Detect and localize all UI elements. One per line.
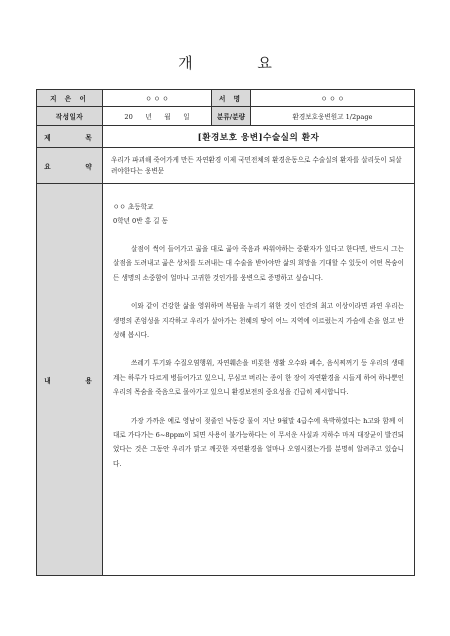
author-row bbox=[37, 90, 415, 107]
summary-form-table bbox=[36, 89, 415, 576]
paragraph: 살점이 썩어 들어가고 곪을 대로 곪아 죽음과 싸워야하는 중환자가 있다고 한다면, 반드시 그는 살점을 도려내고 곪은 상처를 도려내는 대 수술을 받아야만 삶의 희망을 기대할 수 있듯이 어떤 목숨이든 생명의 소중함이 얼마나 고귀한 것인가를 웅변으로 증명하고 싶습니다. bbox=[113, 245, 404, 282]
summary-value: 우리가 파괴해 죽어가게 만든 자연환경 이제 국민전체의 환경운동으로 수술실의 환자를 살리듯이 되살려야한다는 웅변문 bbox=[103, 148, 415, 184]
paragraph: 가장 가까운 예로 영남이 젖줄인 낙동강 물이 지난 9월말 4급수에 육박하였다는 h고와 함께 이대로 가다가는 6~8ppm이 되면 사용이 불가능하다는 이 무서운 사실과 지하수 마저 대장균이 발견되었다는 것은 그동안 우리가 맑고 깨끗한 자연환경을 얼마나 오염시켰는가를 분명히 알려주고 있습니다. bbox=[113, 416, 404, 468]
subject-row bbox=[37, 126, 415, 148]
subject-label: 제 목 bbox=[37, 126, 103, 148]
content-label: 내 용 bbox=[37, 184, 103, 576]
date-row bbox=[37, 107, 415, 126]
school-name: ㅇㅇ 초등학교 bbox=[113, 203, 154, 211]
student-name: 0학년 0반 홍 길 동 bbox=[113, 217, 168, 225]
date-label: 작성일자 bbox=[37, 107, 103, 126]
author-label: 지 은 이 bbox=[37, 90, 103, 107]
subject-value: [환경보호 웅변]수술실의 환자 bbox=[103, 126, 415, 148]
author-value: ㅇ ㅇ ㅇ bbox=[103, 90, 212, 107]
paragraph: 이와 같이 건강한 삶을 영위하며 복됨을 누리기 위한 것이 인간의 최고 이상이라면 과연 우리는 생명의 존엄성을 지각하고 우리가 살아가는 천혜의 땅이 어느 지역에 이르렀는지 가슴에 손을 얹고 반성해 봅시다. bbox=[113, 302, 404, 340]
summary-row bbox=[37, 148, 415, 184]
document-title: 개 요 bbox=[178, 54, 302, 72]
content-row bbox=[37, 184, 415, 576]
signature-value: ㅇ ㅇ ㅇ bbox=[251, 90, 415, 107]
category-label: 분류/분량 bbox=[212, 107, 251, 126]
summary-label: 요 약 bbox=[37, 148, 103, 184]
category-value: 환경보호웅변원고 1/2page bbox=[251, 107, 415, 126]
content-body bbox=[103, 184, 415, 576]
paragraph: 쓰레기 투기와 수질오염행위, 자연훼손을 비롯한 생활 오수와 폐수, 음식찌꺼기 등 우리의 생태계는 하루가 다르게 병들어가고 있으니, 무심코 버리는 종이 한 장이 자연환경을 시들게 하여 하나뿐인 우리의 목숨을 죽음으로 몰아가고 있으니 환경보전의 중요성을 긴급히 제시합니다. bbox=[113, 359, 404, 397]
date-value: 20 년 월 일 bbox=[103, 107, 212, 126]
signature-label: 서 명 bbox=[212, 90, 251, 107]
